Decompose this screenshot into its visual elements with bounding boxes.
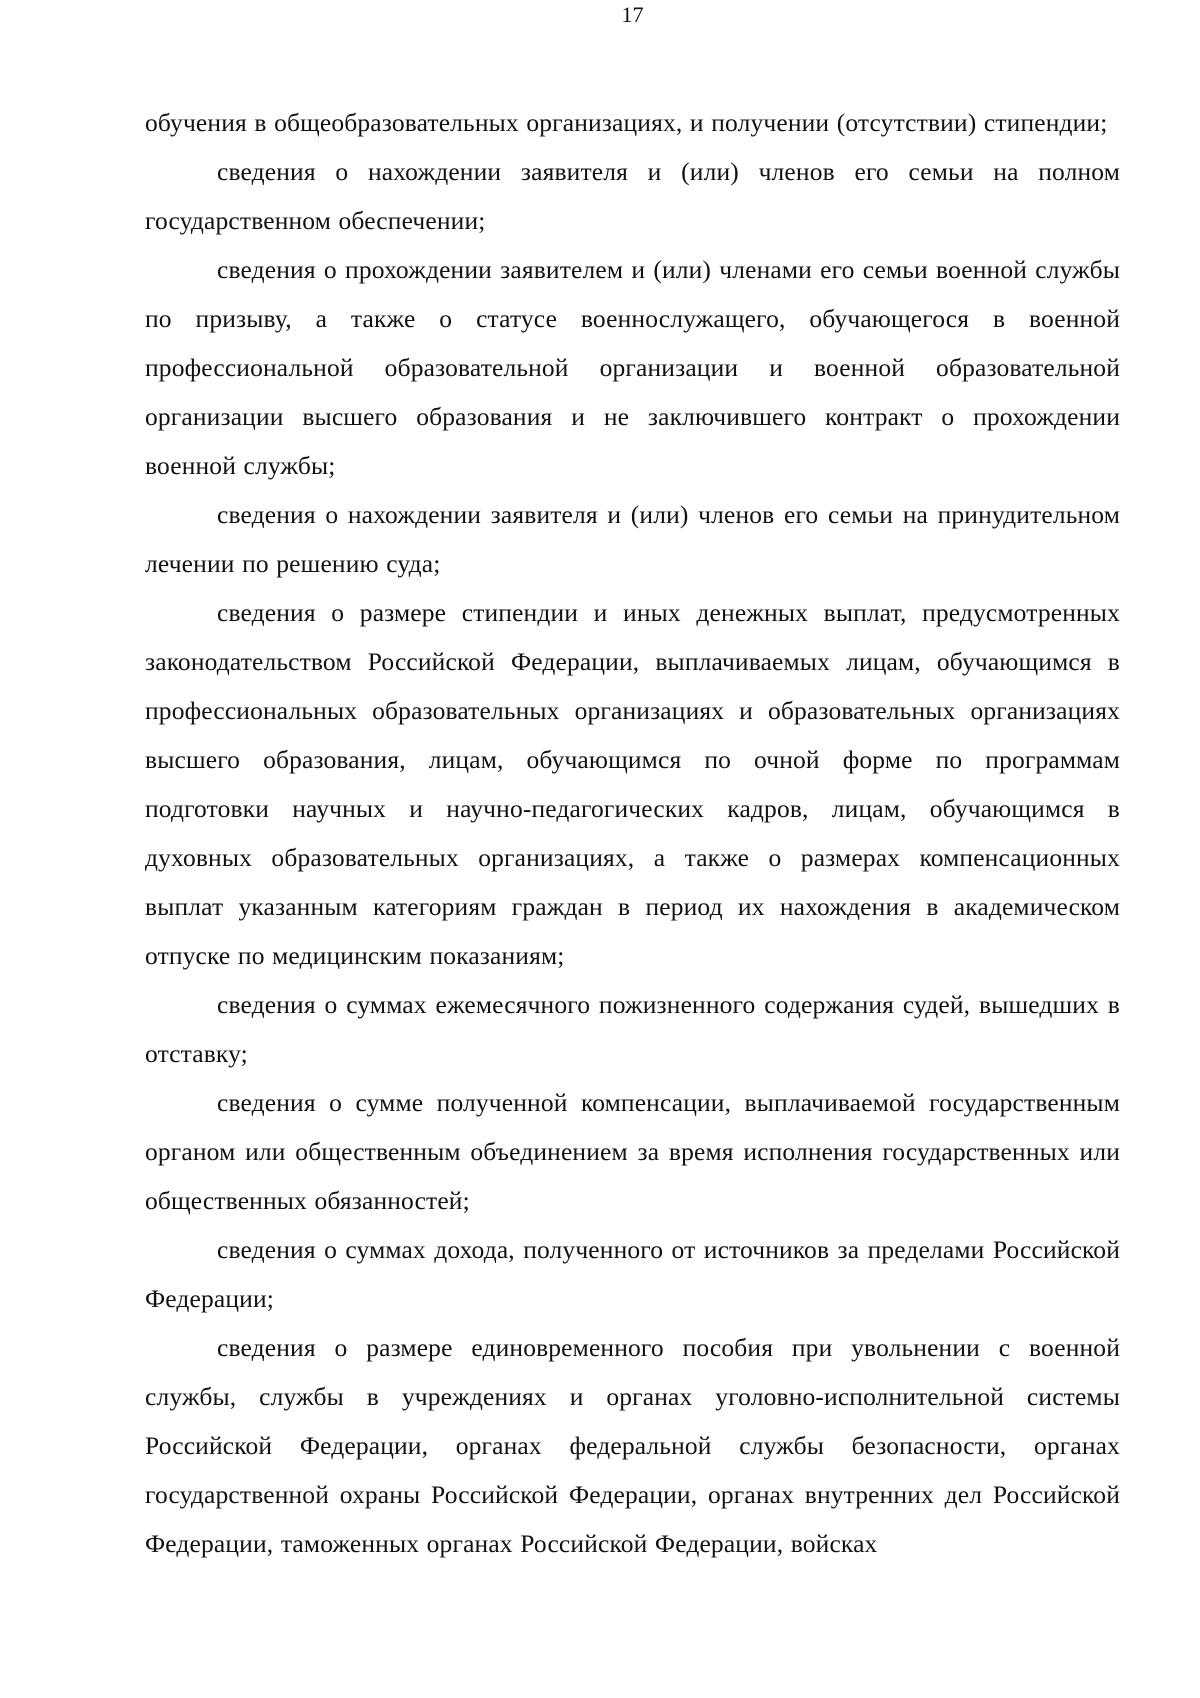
document-body [145,98,1120,1568]
paragraph-state-support: сведения о нахождении заявителя и (или) членов его семьи на полном государственном обеспечении; [145,157,1120,235]
paragraph-judges-allowance: сведения о суммах ежемесячного пожизненного содержания судей, вышедших в отставку; [145,990,1120,1068]
paragraph-severance-pay: сведения о размере единовременного пособия при увольнении с военной службы, службы в учреждениях и органах уголовно-исполнительной системы Российской Федерации, органах федеральной службы безопасности, органах государственной охраны Российской Федерации, органах внутренних дел Российской Федерации, таможенных органах Российской Федерации, войсках [145,1333,1120,1558]
paragraph-scholarship: сведения о размере стипендии и иных денежных выплат, предусмотренных законодательством Российской Федерации, выплачиваемых лицам, обучающимся в профессиональных образовательных организациях и образовательных организациях высшего образования, лицам, обучающимся по очной форме по программам подготовки научных и научно-педагогических кадров, лицам, обучающимся в духовных образовательных организациях, а также о размерах компенсационных выплат указанным категориям граждан в период их нахождения в академическом отпуске по медицинским показаниям; [145,598,1120,970]
paragraph-continuation: обучения в общеобразовательных организациях, и получении (отсутствии) стипендии; [145,108,1108,137]
paragraph-compensation: сведения о сумме полученной компенсации, выплачиваемой государственным органом или общественным объединением за время исполнения государственных или общественных обязанностей; [145,1088,1120,1215]
paragraph-compulsory-treatment: сведения о нахождении заявителя и (или) членов его семьи на принудительном лечении по решению суда; [145,500,1120,578]
page-number: 17 [621,2,644,27]
paragraph-foreign-income: сведения о суммах дохода, полученного от источников за пределами Российской Федерации; [145,1235,1120,1313]
paragraph-military-service: сведения о прохождении заявителем и (или) членами его семьи военной службы по призыву, а также о статусе военнослужащего, обучающегося в военной профессиональной образовательной организации и военной образовательной организации высшего образования и не заключившего контракт о прохождении военной службы; [145,255,1120,480]
